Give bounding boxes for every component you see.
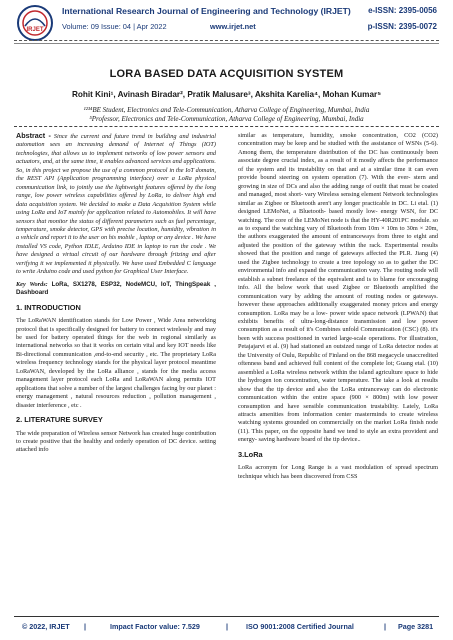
abstract-text: Since the current and future trend in building and industrial automation sees an increasing demand of Internet of Things (IOT) technologies, that allows us to implement networks of low power sensors and actuators, and, at the same time, it enables advanced services and applications. So, in this project we propose the use of a common protocol in the IoT domain, the REST API (Application programming interface) over a LoRa physical communication link, to jointly use the lightweight features offered by the long range, low power wireless capabilities offered by LoRa, to deliver high end data acquisition system. We decided to make a Data Acquisition System while using LoRa and IoT mainly for application related to Automobiles. It will have sensors that monitor the status of different parameters such as fuel percentage, temperature, smoke detector, GPS with precise location, humidity, vibration in a vehicle and report it to the user on his mobile , laptop or any device . We have installed VS code, Python IDLE, Arduino IDE in laptop to run the code . We have designed a virtual circuit of our hardware through fritzing and after verifying it we implemented it physically. We have used Embedded C language to write Arduino code and used python for Graphical User Interface. [16, 133, 216, 276]
section-heading-lora: 3.LoRa [238, 449, 263, 459]
abstract-label: Abstract - [16, 131, 51, 140]
page-footer [0, 612, 453, 640]
header-divider [14, 40, 439, 41]
keywords-text: LoRa, SX1278, ESP32, NodeMCU, IoT, ThingSpeak , Dashboard [16, 280, 216, 297]
volume-issue: Volume: 09 Issue: 04 | Apr 2022 [62, 22, 167, 31]
paper-title: LORA BASED DATA ACQUISITION SYSTEM [109, 68, 344, 80]
logo-text: IRJET [26, 27, 44, 33]
footer-divider [14, 616, 439, 617]
page-number: Page 3281 [398, 622, 434, 631]
header-divider-solid [14, 43, 439, 44]
literature-survey-text: The wide preparation of Wireless sensor Network has created huge contribution to create positive that the healthy and orderly operation of DC device. setting attached info [16, 429, 216, 454]
e-issn: e-ISSN: 2395-0056 [368, 6, 437, 15]
journal-url[interactable]: www.irjet.net [210, 22, 256, 31]
lora-text: LoRa acronym for Long Range is a vast modulation of spread spectrum technique which has been discovered from CSS [238, 464, 438, 480]
keywords-label: Key Words: [16, 280, 48, 288]
abstract [16, 132, 216, 277]
author-list: Rohit Kini¹, Avinash Biradar², Pratik Malusare³, Akshita Karelia⁴, Mohan Kumar⁵ [71, 90, 382, 99]
journal-name: International Research Journal of Engineering and Technology (IRJET) [62, 6, 351, 16]
impact-factor: Impact Factor value: 7.529 [110, 622, 200, 631]
left-column [16, 132, 216, 459]
p-issn: p-ISSN: 2395-0072 [367, 22, 437, 31]
title-separator [14, 126, 439, 127]
footer-separator: | [84, 622, 87, 631]
affiliation-students: ¹²³⁴BE Student, Electronics and Tele-Communication, Atharva College of Engineering, Mumbai, India [83, 106, 370, 114]
right-column [238, 132, 438, 485]
irjet-logo-icon [16, 4, 54, 42]
copyright: © 2022, IRJET [22, 622, 70, 631]
introduction-text: The LoRaWAN identification stands for Low Power , Wide Area networking protocol that is specifically designed for battery to connect wirelessly and may be used for battery operated things for the web in regional similarly as international networks so that it works on certain vital and key IOT needs like Bi-directional communication ,end-to-end security , etc. The proprietary LoRa wireless frequency technology stands for the physical layer protocol meantime LoRaWAN, developed by the LoRa alliance , stands for the media access management layer protocol each LoRa and LoRaWAN along permits IOT applications that solve a number of the largest challenges facing by our planet : energy management , natural resources reduction , pollution management , disaster interference , etc . [16, 317, 216, 409]
section-heading-literature-survey: 2. LITERATURE SURVEY [16, 415, 103, 425]
iso-certification: ISO 9001:2008 Certified Journal [246, 622, 354, 631]
literature-survey-continued: similar as temperature, humidity, smoke concentration, CO2 (CO2) concentration may be keep and be studied with the assistance of WSNs (5-6). Among them, the temperature distribution of the DC has continuously been associate degree crucial index, as a result of it mostly affects the performance of the system and its trustability on that and at a similar time it can even provide bound steering on system operation (7). With the ever- stern and growing in size of DCs and also the adding range of outfit that must be coated and managed, most short- vary Wireless sensing element Network technologies similar as Zigbee or Bluetooth aren't any longer practicable in DC. Li etal. (1) designed LEMoNet, a Bluetooth- based mostly low- energy WSN, for DC watching. The core of the LEMoNet node is that the HY-40R201PC module. so as to expand the watching vary of Bluetooth from 10m × 10m to 30m × 20m, the authors exaggerated the amount of entranceways from three to eight and adjusted the position of the gateway within the rack. Experimental results showed that the position and range of gateways affected the PLR. Jiang (4) used the Zigbee technology to create a tree topology so as to gather the DC environmental info and expand the communication vary. The routing node will establish a subnet freelance of the equivalent and is to blame for encouraging info. All the below work that used Zigbee or Bluetooth amplified the communication vary by adding the amount of routing nodes or gateways. however these approaches additionally exaggerated money prices and energy consumption. LoRa may be a low- power wide space network (LPWAN) that exhibits benefits of ultra-long-distance transmission and low power consumption as a result of it's Combines unfold Communication (CSC) (8). it's been with success positioned in varied large-scale operations. For illustration, Petajajarvi et al. (9) had stationed an outsized range of LoRa detector nodes at the University of Oulu, Republic of Finland on the 868 megacycle unaccredited oftenness band and achieved full content of the complete lot; Guang etal. (10) assembled a LoRa wireless network within the island agriculture space to hide the hydrogen ion concentration, water temperature. The take a look at results show that the tip device and also the LoRa entranceway can do electronic communication within the entire space (900 × 800m) with low power consumption and have sensible communication trustability. Lately, LoRa attracts amenities from information center masterminds to create wireless watching systems grounded on commercially on the market LoRa finish node (11). This paper, on the opposite hand we tend to style an extra provident and energy- saving hardware board of the tip device.. [238, 132, 438, 444]
affiliation-professor: ⁵Professor, Electronics and Tele-Communication, Atharva College of Engineering, Mumbai, India [89, 115, 364, 123]
footer-separator: | [226, 622, 229, 631]
page-header [0, 0, 453, 56]
keywords [16, 281, 216, 298]
footer-separator: | [384, 622, 387, 631]
section-heading-introduction: 1. INTRODUCTION [16, 302, 81, 312]
